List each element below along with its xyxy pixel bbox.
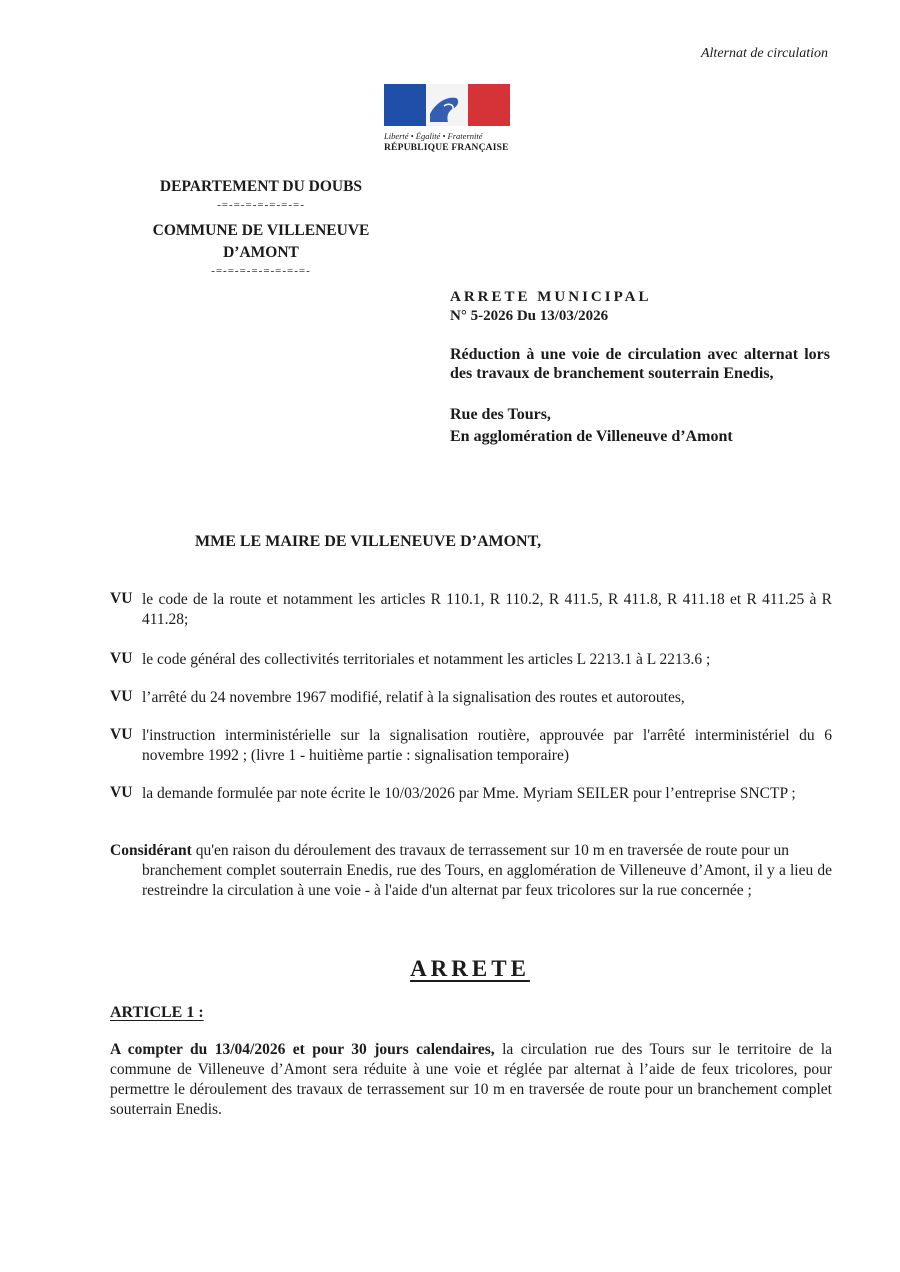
- flag-red-band: [468, 84, 510, 126]
- considering-text-rest: branchement complet souterrain Enedis, rue des Tours, en agglomération de Villeneuve d’Amont, il y a lieu de restreindre la circulation à une voie - à l'aide d'un alternat par feux tricolores sur la rue concernée ;: [142, 862, 832, 899]
- considering-text-first: qu'en raison du déroulement des travaux de terrassement sur 10 m en traversée de route pour un: [195, 842, 790, 859]
- decree-subject: Réduction à une voie de circulation avec alternat lors des travaux de branchement souterrain Enedis,: [450, 346, 830, 382]
- visa-text: l’arrêté du 24 novembre 1967 modifié, relatif à la signalisation des routes et autoroutes,: [142, 689, 685, 706]
- visa-clause: [110, 784, 832, 804]
- republic-name: RÉPUBLIQUE FRANÇAISE: [384, 143, 509, 153]
- decree-street: Rue des Tours,: [450, 406, 551, 423]
- republic-emblem: [384, 84, 510, 153]
- flag-blue-band: [384, 84, 426, 126]
- separator: -=-=-=-=-=-=-=-: [217, 199, 305, 211]
- marianne-logo: [384, 84, 510, 126]
- article-lead: A compter du 13/04/2026 et pour 30 jours calendaires,: [110, 1041, 495, 1058]
- decree-locality: En agglomération de Villeneuve d’Amont: [450, 428, 733, 445]
- article-heading: [110, 1004, 204, 1022]
- visa-text: la demande formulée par note écrite le 10/03/2026 par Mme. Myriam SEILER pour l’entreprise SNCTP ;: [142, 785, 796, 802]
- visa-clause: [110, 590, 832, 630]
- issuer-block: [150, 176, 372, 278]
- visa-keyword: VU: [110, 688, 133, 705]
- visa-keyword: VU: [110, 726, 133, 743]
- decree-kind: ARRETE MUNICIPAL: [450, 289, 652, 305]
- article-body: [110, 1040, 832, 1120]
- flag-white-band: [426, 84, 468, 126]
- visa-keyword: VU: [110, 650, 133, 667]
- motto: Liberté • Égalité • Fraternité: [384, 131, 483, 141]
- decree-number: N° 5-2026 Du 13/03/2026: [450, 308, 609, 324]
- visa-text: le code de la route et notamment les articles R 110.1, R 110.2, R 411.5, R 411.8, R 411.18 et R 411.25 à R 411.28;: [142, 591, 832, 628]
- marianne-profile-icon: [426, 84, 468, 126]
- department-name: DEPARTEMENT DU DOUBS: [159, 178, 363, 195]
- article-text: la circulation rue des Tours sur le territoire de la commune de Villeneuve d’Amont sera réduite à une voie et réglée par alternat à l’aide de feux tricolores, pour permettre le déroulement des travaux de terrassement sur 10 m en traversée de route pour un branchement complet souterrain Enedis.: [110, 1041, 832, 1118]
- visa-keyword: VU: [110, 784, 133, 801]
- arrete-title-text: ARRETE: [410, 956, 530, 981]
- visa-text: l'instruction interministérielle sur la signalisation routière, approuvée par l'arrêté interministériel du 6 novembre 1992 ; (livre 1 - huitième partie : signalisation temporaire): [142, 727, 832, 764]
- visa-clause: [110, 650, 832, 670]
- considering-keyword: Considérant: [110, 842, 192, 859]
- decree-header: [450, 289, 830, 448]
- considering-clause: [110, 841, 832, 901]
- article-heading-text: ARTICLE 1 :: [110, 1004, 204, 1021]
- visa-clause: [110, 688, 832, 708]
- header-note: Alternat de circulation: [700, 46, 828, 61]
- commune-name-line1: COMMUNE DE VILLENEUVE: [152, 222, 370, 239]
- visa-keyword: VU: [110, 590, 133, 607]
- visa-text: le code général des collectivités territoriales et notamment les articles L 2213.1 à L 2213.6 ;: [142, 651, 711, 668]
- visa-clause: [110, 726, 832, 766]
- separator: -=-=-=-=-=-=-=-=-: [211, 265, 311, 277]
- mayor-heading: MME LE MAIRE DE VILLENEUVE D’AMONT,: [195, 533, 542, 550]
- commune-name-line2: D’AMONT: [223, 244, 299, 261]
- arrete-title: [0, 956, 900, 982]
